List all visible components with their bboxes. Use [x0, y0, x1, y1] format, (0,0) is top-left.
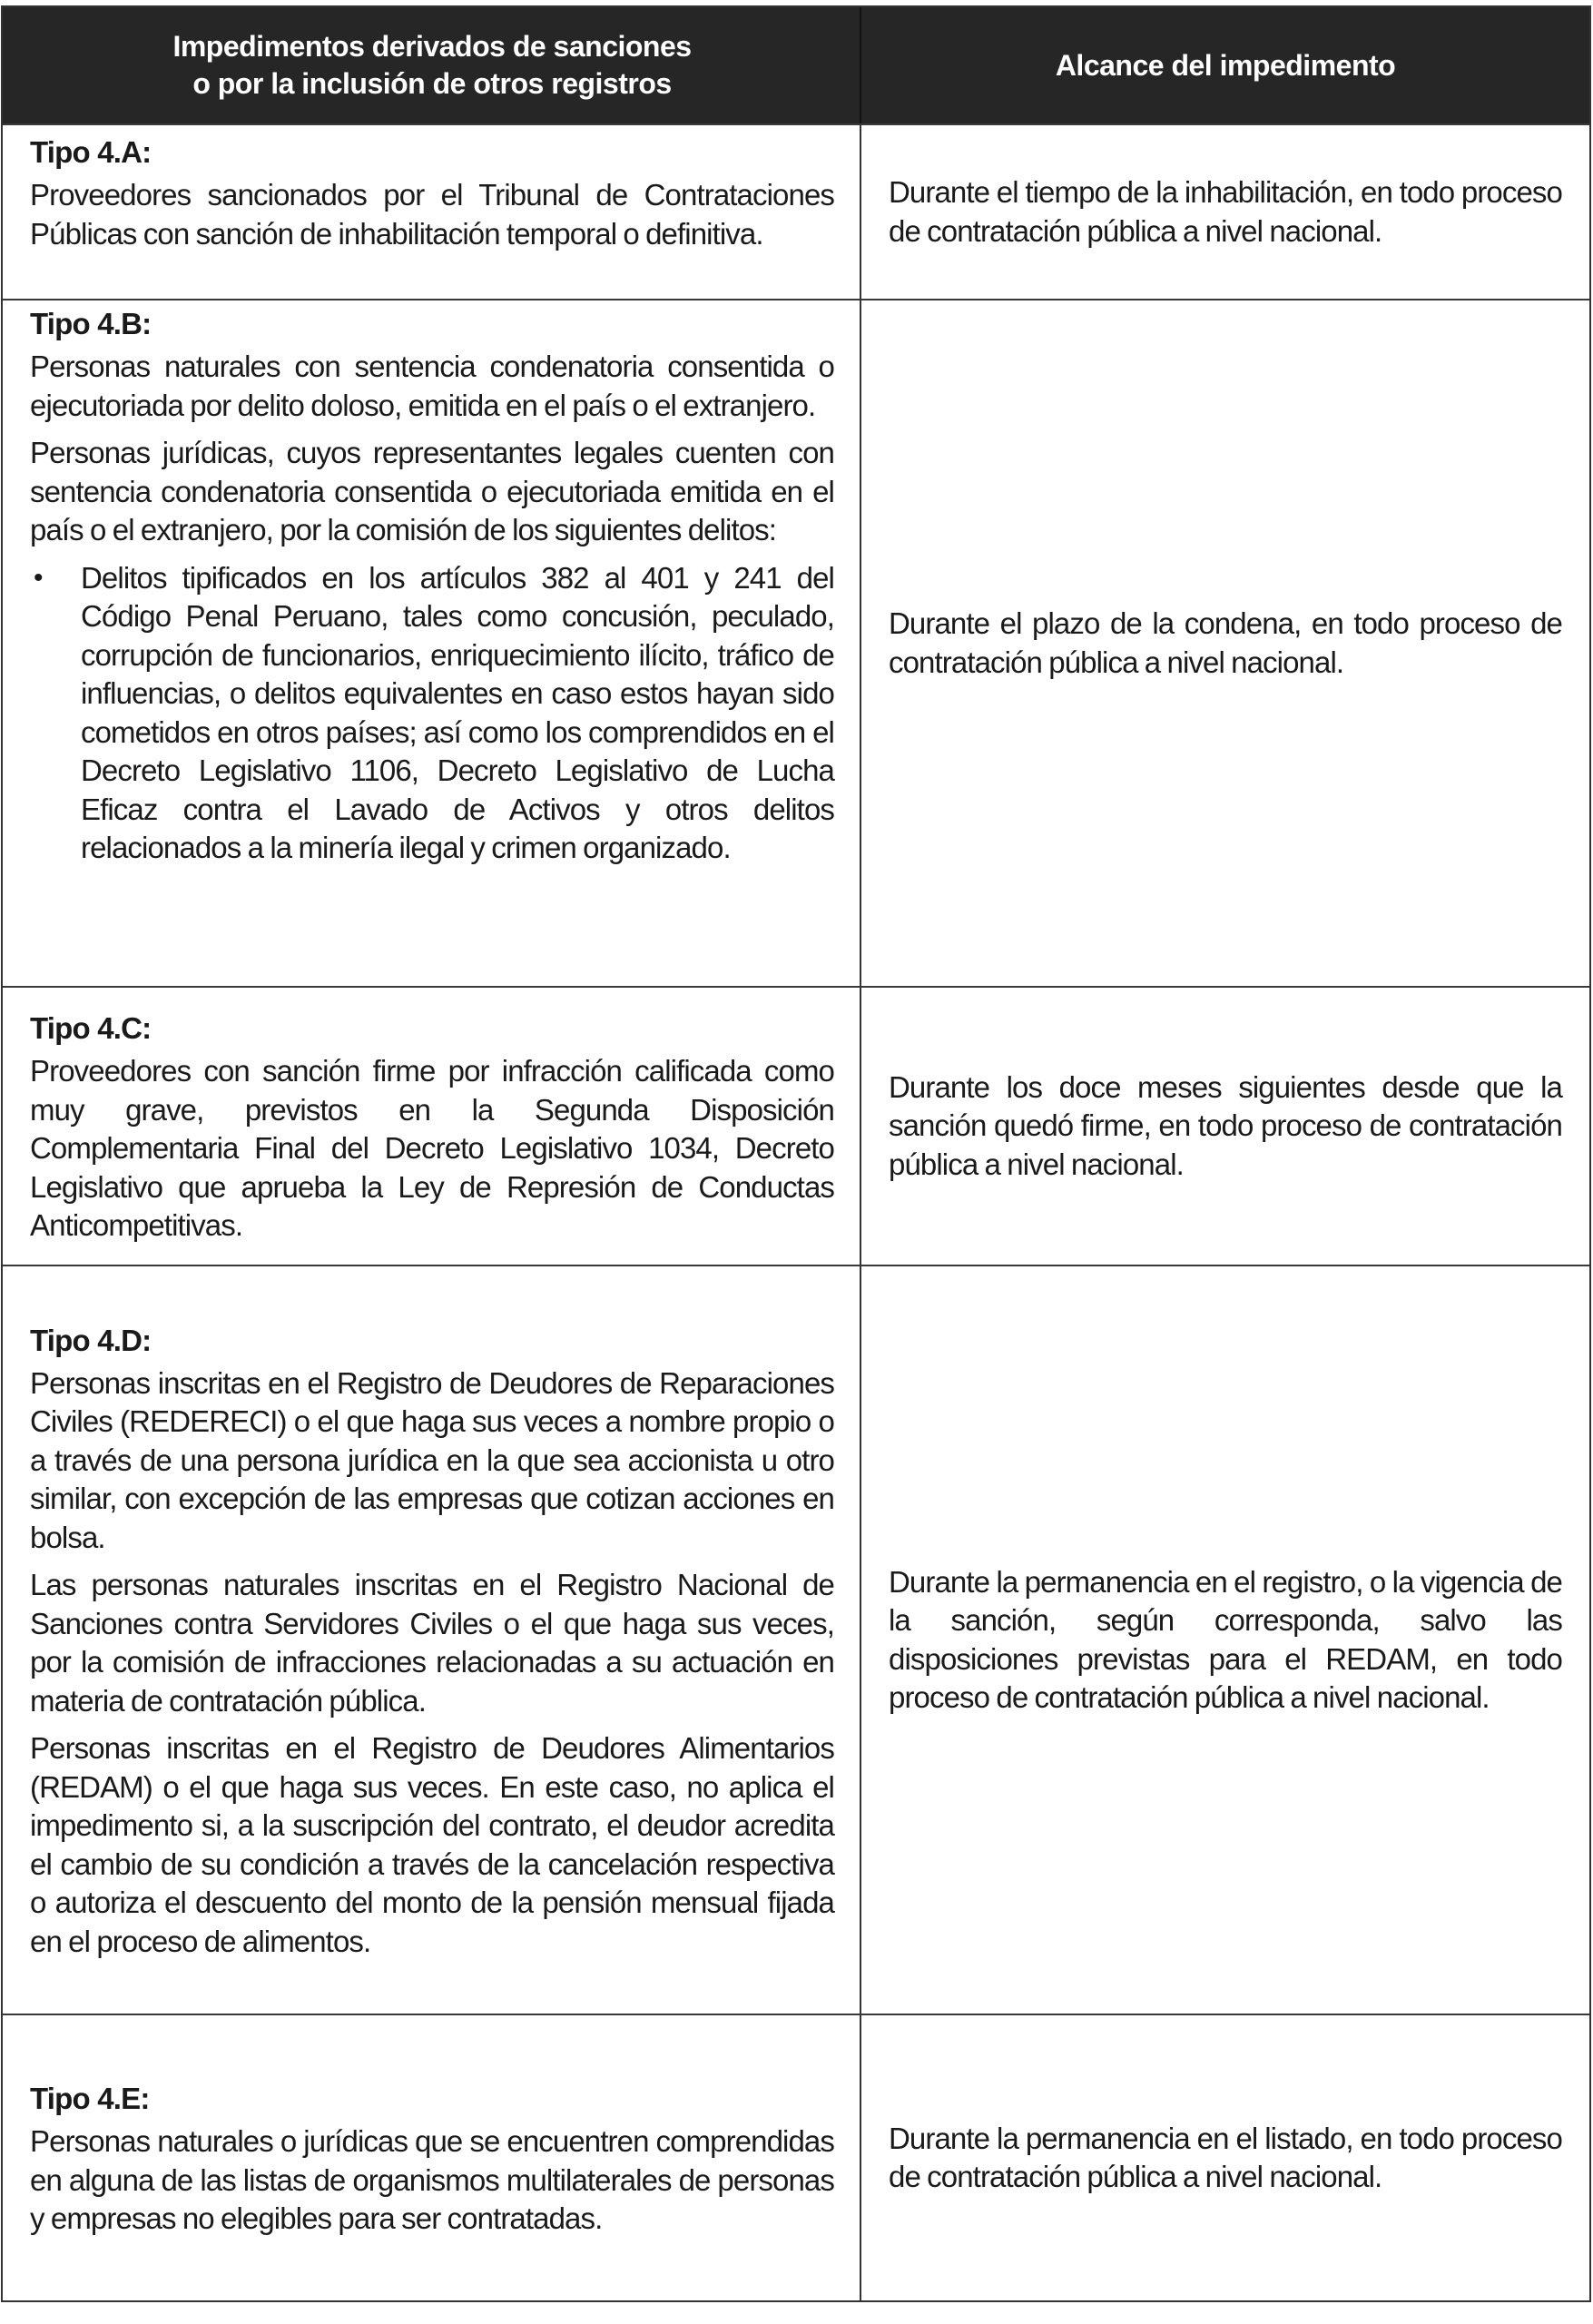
- alcance-text: Durante la permanencia en el listado, en todo proceso de contratación pública a nivel nacional.: [889, 2121, 1562, 2193]
- alcance-text: Durante los doce meses siguientes desde que la sanción quedó firme, en todo proceso de contratación pública a nivel nacional.: [889, 1069, 1562, 1181]
- alcance-text: Durante la permanencia en el registro, o la vigencia de la sanción, según corresponda, salvo las disposiciones previstas para el REDAM, en todo proceso de contratación pública a nivel nacional.: [889, 1564, 1562, 1714]
- impedimento-paragraph: Las personas naturales inscritas en el Registro Nacional de Sanciones contra Servidores Civiles o el que haga sus veces, por la comisión de infracciones relacionadas a su actuación en materia de contratación pública.: [30, 1568, 834, 1718]
- impedimento-paragraph: Personas inscritas en el Registro de Deudores Alimentarios (REDAM) o el que haga sus veces. En este caso, no aplica el impedimento si, a la suscripción del contrato, el deudor acredita el cambio de su condición a través de la cancelación respectiva o autoriza el descuento del monto de la pensión mensual fijada en el proceso de alimentos.: [30, 1731, 834, 1958]
- bullet-item: [30, 559, 834, 868]
- header-alcance: [861, 7, 1589, 123]
- impedimento-cell: [3, 2015, 861, 2300]
- table-row-tipo-4c: [3, 988, 1589, 1266]
- impedimento-cell: [3, 1266, 861, 2014]
- alcance-cell: [861, 2015, 1589, 2300]
- impedimento-cell: [3, 125, 861, 299]
- impedimentos-table: [1, 5, 1591, 2302]
- impedimento-cell: [3, 988, 861, 1265]
- impedimento-cell: [3, 300, 861, 986]
- alcance-cell: [861, 988, 1589, 1265]
- table-row-tipo-4a: [3, 125, 1589, 300]
- tipo-label: Tipo 4.E:: [30, 2082, 150, 2116]
- tipo-label: Tipo 4.B:: [30, 307, 152, 340]
- header-impedimentos: [3, 7, 861, 123]
- table-row-tipo-4b: [3, 300, 1589, 988]
- impedimento-paragraph: Personas naturales con sentencia condenatoria consentida o ejecutoriada por delito doloso, emitida en el país o el extranjero.: [30, 350, 834, 422]
- impedimento-paragraph: Proveedores con sanción firme por infracción calificada como muy grave, previstos en la Segunda Disposición Complementaria Final del Decreto Legislativo 1034, Decreto Legislativo que aprueba la Ley de Represión de Conductas Anticompetitivas.: [30, 1054, 834, 1243]
- header-impedimentos-line2: o por la inclusión de otros registros: [192, 67, 672, 100]
- bullet-text: Delitos tipificados en los artículos 382 al 401 y 241 del Código Penal Peruano, tales como concusión, peculado, corrupción de funcionarios, enriquecimiento ilícito, tráfico de influencias, o delitos equivalentes en caso estos hayan sido cometidos en otros países; así como los comprendidos en el Decreto Legislativo 1106, Decreto Legislativo de Lucha Eficaz contra el Lavado de Activos y otros delitos relacionados a la minería ilegal y crimen organizado.: [81, 560, 834, 864]
- bullet-icon: •: [34, 562, 44, 593]
- table-row-tipo-4e: [3, 2015, 1589, 2300]
- impedimento-paragraph: Personas jurídicas, cuyos representantes legales cuenten con sentencia condenatoria consentida o ejecutoriada emitida en el país o el extranjero, por la comisión de los siguientes delitos:: [30, 436, 834, 547]
- alcance-cell: [861, 125, 1589, 299]
- table-row-tipo-4d: [3, 1266, 1589, 2015]
- alcance-cell: [861, 300, 1589, 986]
- header-alcance-label: Alcance del impedimento: [1055, 48, 1396, 82]
- header-impedimentos-line1: Impedimentos derivados de sanciones: [172, 30, 692, 63]
- table-header-row: [3, 7, 1589, 125]
- impedimento-paragraph: Personas inscritas en el Registro de Deudores de Reparaciones Civiles (REDERECI) o el que haga sus veces a nombre propio o a través de una persona jurídica en la que sea accionista u otro similar, con excepción de las empresas que cotizan acciones en bolsa.: [30, 1365, 834, 1554]
- impedimento-paragraph: Proveedores sancionados por el Tribunal de Contrataciones Públicas con sanción de inhabilitación temporal o definitiva.: [30, 178, 834, 251]
- tipo-label: Tipo 4.C:: [30, 1011, 152, 1046]
- alcance-cell: [861, 1266, 1589, 2014]
- alcance-text: Durante el tiempo de la inhabilitación, en todo proceso de contratación pública a nivel nacional.: [889, 175, 1562, 248]
- impedimento-paragraph: Personas naturales o jurídicas que se encuentren comprendidas en alguna de las listas de organismos multilaterales de personas y empresas no elegibles para ser contratadas.: [30, 2124, 834, 2236]
- tipo-label: Tipo 4.D:: [30, 1323, 152, 1357]
- tipo-label: Tipo 4.A:: [30, 135, 152, 169]
- alcance-text: Durante el plazo de la condena, en todo proceso de contratación pública a nivel nacional.: [889, 606, 1562, 679]
